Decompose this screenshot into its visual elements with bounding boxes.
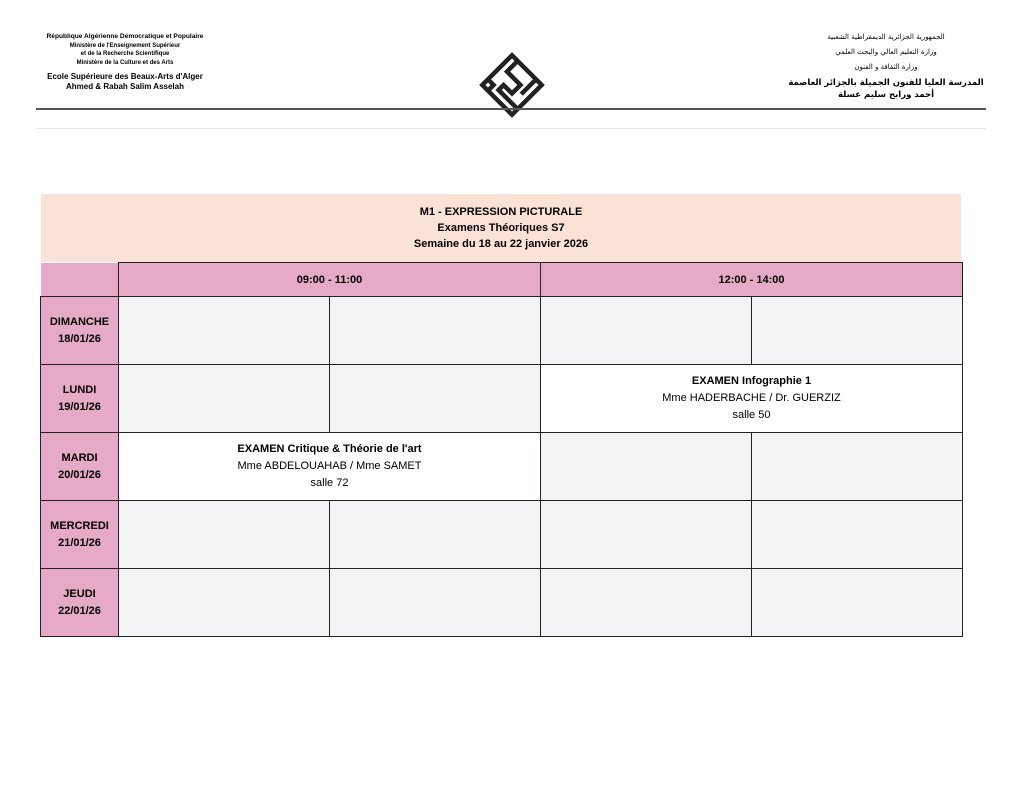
- exam-teachers: Mme ABDELOUAHAB / Mme SAMET: [237, 460, 422, 472]
- day-date: 22/01/26: [58, 604, 101, 617]
- exam-title: EXAMEN Critique & Théorie de l'art: [237, 443, 422, 455]
- day-name: DIMANCHE: [49, 315, 110, 328]
- day-date: 18/01/26: [58, 332, 101, 345]
- school-subtitle: Ahmed & Rabah Salim Asselah: [66, 82, 184, 92]
- day-date: 20/01/26: [58, 468, 101, 481]
- ministry-line-ar: وزارة التعليم العالي والبحث العلمي: [835, 48, 937, 56]
- table-row: [41, 501, 963, 569]
- empty-slot: [119, 365, 330, 433]
- empty-slot: [752, 297, 963, 365]
- time-header-row: [41, 263, 963, 297]
- time-slot-header: 12:00 - 14:00: [541, 263, 963, 297]
- day-date: 21/01/26: [58, 536, 101, 549]
- day-cell: [41, 433, 119, 501]
- empty-slot: [541, 501, 752, 569]
- day-cell: [41, 297, 119, 365]
- day-cell: [41, 365, 119, 433]
- ministry-culture-line: Ministère de la Culture et des Arts: [76, 59, 174, 66]
- table-row: [41, 433, 963, 501]
- exam-title: EXAMEN Infographie 1: [691, 375, 812, 387]
- exam-room: salle 50: [732, 409, 771, 421]
- header-divider: [36, 108, 986, 110]
- day-cell: [41, 569, 119, 637]
- exam-teachers: Mme HADERBACHE / Dr. GUERZIZ: [662, 392, 841, 404]
- exam-room: salle 72: [310, 477, 349, 489]
- ministry-line: Ministère de l'Enseignement Supérieur: [69, 42, 181, 49]
- empty-slot: [119, 297, 330, 365]
- header-left-institution: [30, 33, 220, 92]
- day-cell: [41, 501, 119, 569]
- table-row: [41, 365, 963, 433]
- empty-slot: [330, 501, 541, 569]
- empty-slot: [330, 569, 541, 637]
- day-name: JEUDI: [63, 587, 96, 600]
- empty-slot: [119, 569, 330, 637]
- republic-line-ar: الجمهورية الجزائرية الديمقراطية الشعبية: [827, 33, 945, 41]
- day-date: 19/01/26: [58, 400, 101, 413]
- school-subtitle-ar: أحمد ورابح سليم عسلة: [838, 90, 934, 100]
- table-row: [41, 297, 963, 365]
- corner-cell: [41, 263, 119, 297]
- day-name: LUNDI: [62, 383, 97, 396]
- table-row: [41, 569, 963, 637]
- empty-slot: [752, 569, 963, 637]
- exam-cell-infographie: [541, 365, 963, 433]
- day-name: MARDI: [61, 451, 98, 464]
- time-slot-header: 09:00 - 11:00: [119, 263, 541, 297]
- header-divider-light: [36, 128, 986, 129]
- school-name-ar: المدرسة العليا للفنون الجميلة بالجزائر العاصمة: [788, 78, 984, 88]
- empty-slot: [541, 569, 752, 637]
- ministry-line-2: et de la Recherche Scientifique: [80, 51, 170, 58]
- week-title: Semaine du 18 au 22 janvier 2026: [413, 238, 589, 250]
- exam-schedule-table: [40, 262, 963, 637]
- header-right-institution: [786, 30, 986, 101]
- program-title: M1 - EXPRESSION PICTURALE: [419, 206, 583, 218]
- schedule-title-banner: [41, 194, 961, 262]
- empty-slot: [541, 297, 752, 365]
- empty-slot: [541, 433, 752, 501]
- empty-slot: [119, 501, 330, 569]
- exam-cell-critique: [119, 433, 541, 501]
- school-name: Ecole Supérieure des Beaux-Arts d'Alger: [47, 72, 203, 82]
- ministry-culture-line-ar: وزارة الثقافة و الفنون: [854, 63, 918, 71]
- empty-slot: [752, 501, 963, 569]
- empty-slot: [752, 433, 963, 501]
- day-name: MERCREDI: [50, 519, 109, 532]
- empty-slot: [330, 365, 541, 433]
- republic-line: République Algérienne Démocratique et Populaire: [46, 33, 204, 40]
- exam-type-title: Examens Théoriques S7: [437, 222, 565, 234]
- empty-slot: [330, 297, 541, 365]
